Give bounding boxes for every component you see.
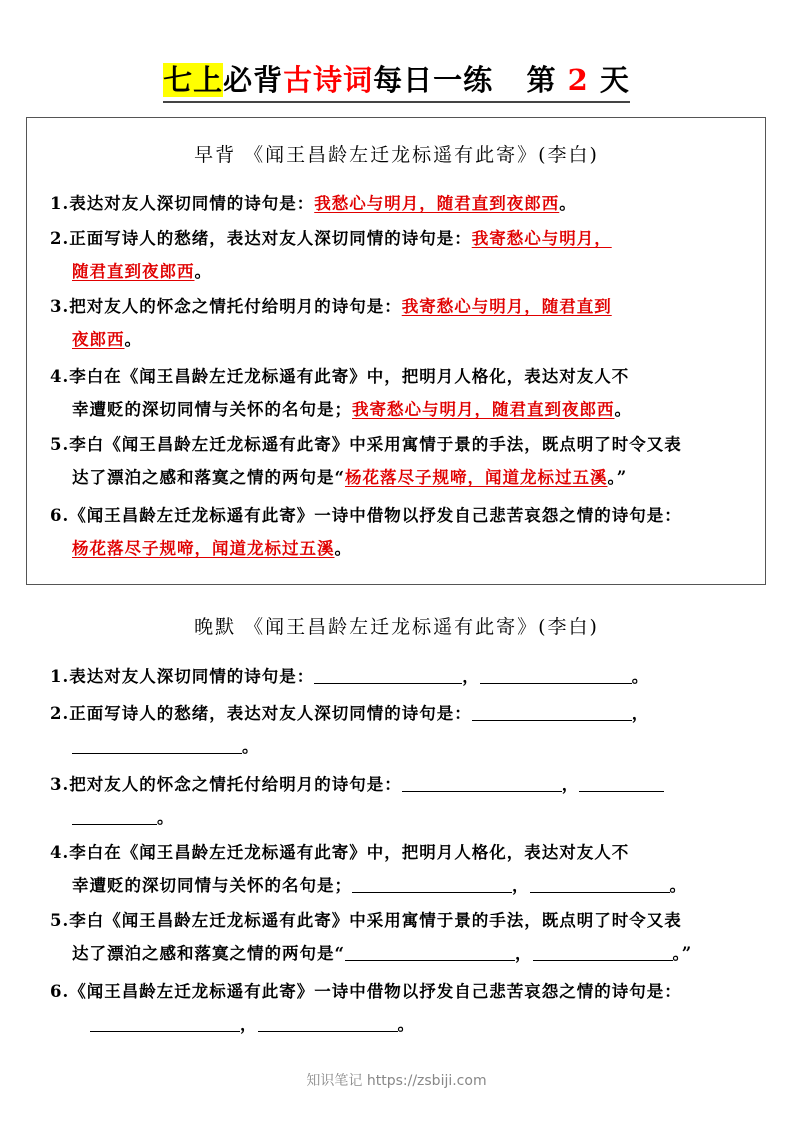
answer-blank[interactable] [345, 940, 515, 961]
morning-item-6: 6.《闻王昌龄左迁龙标遥有此寄》一诗中借物以抒发自己悲苦哀怨之情的诗句是： 杨花落尽子规啼，闻道龙标过五溪。 [50, 506, 682, 558]
morning-item-3: 3.把对友人的怀念之情托付给明月的诗句是：我寄愁心与明月，随君直到 夜郎西。 [50, 297, 612, 349]
answer-blank[interactable] [472, 700, 632, 721]
answer-blank[interactable] [480, 663, 632, 684]
evening-heading: 晚默 《闻王昌龄左迁龙标遥有此寄》(李白) [194, 616, 599, 638]
title-must: 必背 [223, 63, 284, 97]
answer-blank[interactable] [579, 771, 664, 792]
answer-blank[interactable] [314, 663, 462, 684]
morning-item-5: 5.李白《闻王昌龄左迁龙标遥有此寄》中采用寓情于景的手法，既点明了时令又表 达了漂泊之感和落寞之情的两句是“杨花落尽子规啼，闻道龙标过五溪。” [50, 435, 682, 487]
answer: 夜郎西 [72, 330, 125, 349]
answer-blank[interactable] [402, 771, 562, 792]
evening-item-2: 2.正面写诗人的愁绪，表达对友人深切同情的诗句是： ， 。 [50, 697, 750, 763]
answer: 我愁心与明月，随君直到夜郎西 [314, 194, 560, 213]
answer-blank[interactable] [530, 872, 670, 893]
title-day-number: 2 [567, 63, 589, 97]
evening-item-3: 3.把对友人的怀念之情托付给明月的诗句是： ， 。 [50, 768, 750, 834]
answer: 杨花落尽子规啼，闻道龙标过五溪 [72, 539, 335, 558]
footer-watermark: 知识笔记 https://zsbiji.com [306, 1073, 487, 1089]
title-poems: 古诗词 [283, 63, 374, 97]
page-title [0, 58, 793, 103]
morning-heading: 早背 《闻王昌龄左迁龙标遥有此寄》(李白) [194, 144, 599, 166]
evening-item-5: 5.李白《闻王昌龄左迁龙标遥有此寄》中采用寓情于景的手法，既点明了时令又表 达了漂泊之感和落寞之情的两句是“ ， 。” [50, 911, 693, 963]
answer-blank[interactable] [352, 872, 512, 893]
title-tian: 天 [599, 63, 630, 97]
morning-item-4: 4.李白在《闻王昌龄左迁龙标遥有此寄》中，把明月人格化，表达对友人不 幸遭贬的深切同情与关怀的名句是；我寄愁心与明月，随君直到夜郎西。 [50, 367, 632, 419]
answer-blank[interactable] [258, 1011, 398, 1032]
answer: 我寄愁心与明月，随君直到 [401, 297, 612, 316]
answer: 杨花落尽子规啼，闻道龙标过五溪 [345, 468, 608, 487]
answer-blank[interactable] [72, 804, 157, 825]
evening-item-6: 6.《闻王昌龄左迁龙标遥有此寄》一诗中借物以抒发自己悲苦哀怨之情的诗句是： ， 。 [50, 982, 682, 1034]
title-di: 第 [526, 63, 557, 97]
answer: 我寄愁心与明月，随君直到夜郎西 [352, 400, 615, 419]
evening-item-4: 4.李白在《闻王昌龄左迁龙标遥有此寄》中，把明月人格化，表达对友人不 幸遭贬的深切同情与关怀的名句是； ， 。 [50, 843, 687, 895]
answer-blank[interactable] [90, 1011, 240, 1032]
morning-item-2: 2.正面写诗人的愁绪，表达对友人深切同情的诗句是：我寄愁心与明月， 随君直到夜郎西。 [50, 229, 612, 281]
answer-blank[interactable] [533, 940, 673, 961]
title-grade: 七上 [163, 63, 224, 97]
title-daily: 每日一练 [373, 63, 494, 97]
answer-blank[interactable] [72, 733, 242, 754]
evening-item-1: 1.表达对友人深切同情的诗句是： ， 。 [50, 660, 750, 693]
morning-item-1: 1.表达对友人深切同情的诗句是：我愁心与明月，随君直到夜郎西。 [50, 194, 577, 213]
answer: 我寄愁心与明月， [471, 229, 612, 248]
answer: 随君直到夜郎西 [72, 262, 195, 281]
